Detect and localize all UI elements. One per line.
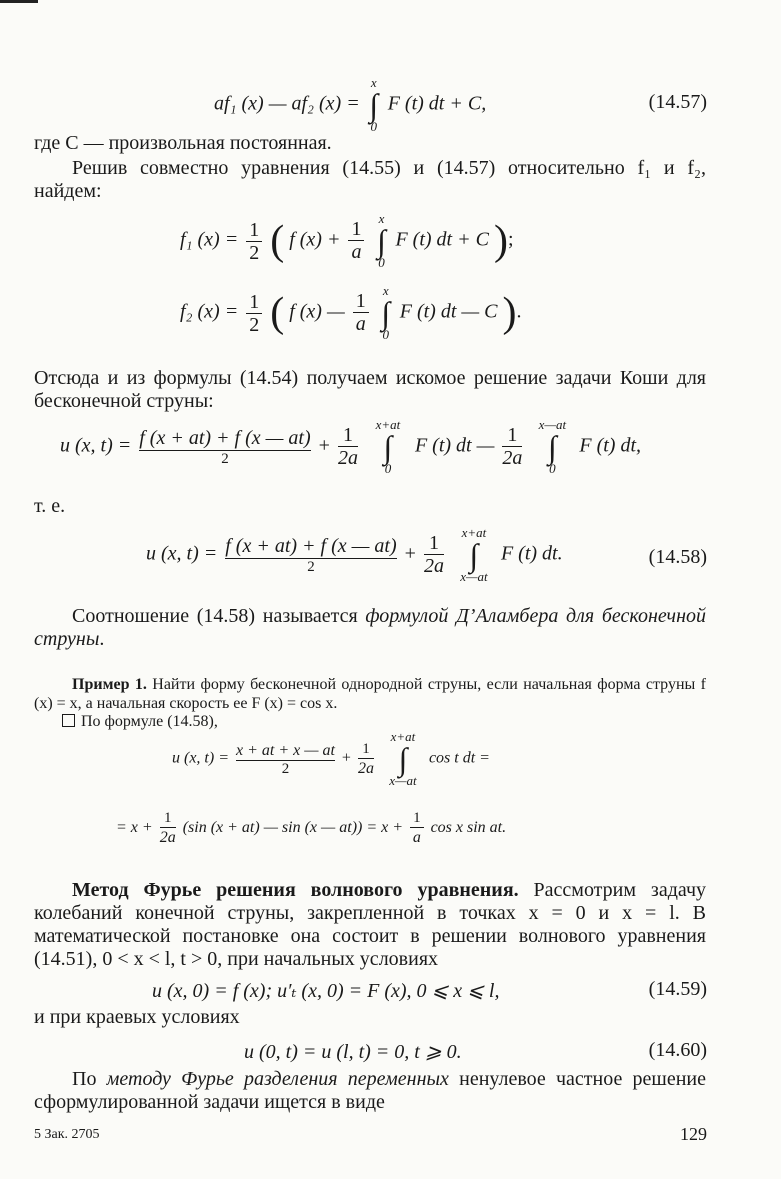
proof-start-box (62, 714, 75, 727)
paragraph-solve: Решив совместно уравнения (14.55) и (14.57) относительно f₁ и f₂, найдем: (34, 157, 706, 202)
text-ie: т. е. (34, 495, 66, 517)
paragraph-hence: Отсюда и из формулы (14.54) получаем искомое решение задачи Коши для бесконечной струны: (34, 367, 706, 412)
equation-f2: f₂ (x) = $\frac{1}{2}$ ( f (x) — $\frac{1}{a}$ x ∫ 0 F (t) dt — C ). (180, 283, 522, 342)
equation-f1: f₁ (x) = $\frac{1}{2}$ ( f (x) + $\frac{1}{a}$ x ∫ 0 F (t) dt + C ); (180, 211, 514, 270)
paragraph-constant: где C — произвольная постоянная. (34, 132, 332, 154)
equation-14-57: af₁ (x) — af₂ (x) = x ∫ 0 F (t) dt + C, (214, 75, 487, 134)
paragraph-method: По методу Фурье разделения переменных ненулевое частное решение сформулированной задачи ищется в виде (34, 1068, 706, 1113)
equation-number: (14.58) (648, 546, 707, 568)
paragraph-boundary: и при краевых условиях (34, 1006, 240, 1028)
equation-14-60: u (0, t) = u (l, t) = 0, t ⩾ 0. (244, 1041, 462, 1063)
equation-dalembert-expanded: u (x, t) = $\frac{f (x + at) + f (x — at)}{2}$ + $\frac{1}{2a}$ x+at ∫ 0 F (t) dt — $\frac{1}{2a}$ x—at ∫ 0 F (t) dt, (60, 417, 642, 476)
equation-number: (14.60) (648, 1039, 707, 1061)
example-by-formula: По формуле (14.58), (62, 712, 662, 731)
paragraph-dalembert: Соотношение (14.58) называется формулой Д’Аламбера для бесконечной струны. (34, 605, 706, 650)
example-equation-2: = x + $\frac{1}{2a} (\sin$ (x + at) — sin (x — at)) = x + $\frac{1}{a}$ cos x sin at. (116, 810, 507, 846)
page-number: 129 (680, 1124, 707, 1144)
page-corner-mark (0, 0, 38, 3)
equation-number: (14.57) (648, 91, 707, 113)
equation-14-59: u (x, 0) = f (x); u′ₜ (x, 0) = F (x), 0 ⩽ x ⩽ l, (152, 980, 500, 1002)
paragraph-fourier: Метод Фурье решения волнового уравнения. Рассмотрим задачу колебаний конечной струны, закрепленной в точках x = 0 и x = l. В математической постановке она состоит в решении волнового уравнения (14.51), 0 < x < l, t > 0, при начальных условиях (34, 879, 707, 970)
equation-14-58: u (x, t) = $\frac{f (x + at) + f (x — at)}{2}$ + $\frac{1}{2a}$ x+at ∫ x—at F (t) dt. (146, 525, 563, 584)
footer-signature: 5 Зак. 2705 (34, 1127, 100, 1142)
example-equation-1: u (x, t) = $\frac{x + at + x — at}{2}$ + $\frac{1}{2a}$ x+at ∫ x—at cos t dt = (172, 729, 490, 788)
equation-number: (14.59) (648, 978, 707, 1000)
example-statement: Пример 1. Найти форму бесконечной однородной струны, если начальная форма струны f (x) = x, а начальная скорость ее F (x) = cos x. (34, 676, 706, 712)
